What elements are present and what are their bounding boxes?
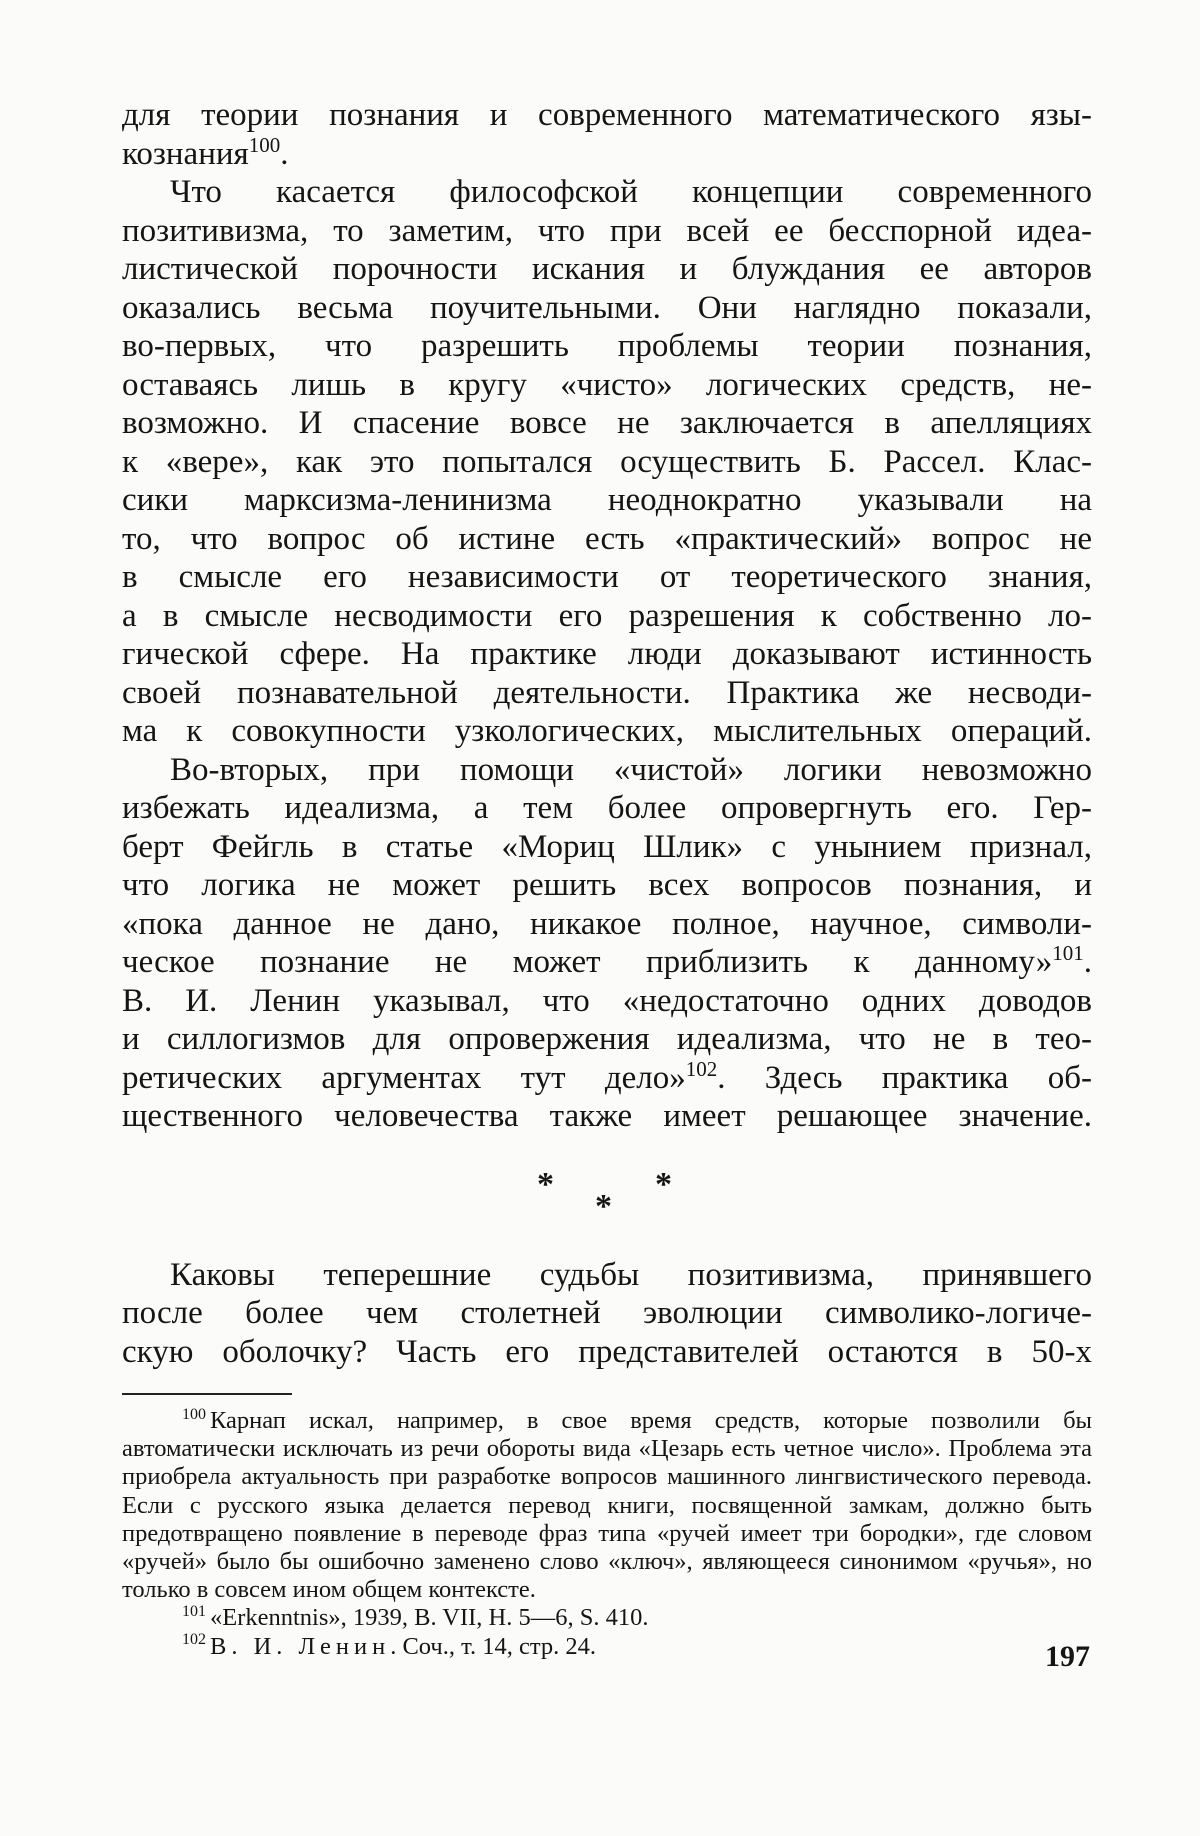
text-line: щественного человечества также имеет решающее значение. bbox=[122, 1098, 1092, 1134]
text-line: и силлогизмов для опровержения идеализма, что не в тео- bbox=[122, 1021, 1092, 1057]
asterisk: * bbox=[595, 1187, 612, 1225]
text-line: листической порочности искания и блуждания ее авторов bbox=[122, 251, 1092, 287]
asterisk: * bbox=[537, 1165, 554, 1203]
footnote-text: . Соч., т. 14, стр. 24. bbox=[390, 1632, 596, 1660]
text-line: ческое познание не может приблизить к данному»$^{101}$. bbox=[122, 941, 1092, 980]
text-line: ретических аргументах тут дело»$^{102}$. Здесь практика об- bbox=[122, 1056, 1092, 1096]
footnote-number: 102 bbox=[182, 1631, 206, 1649]
text-line: берт Фейгль в статье «Мориц Шлик» с унынием признал, bbox=[122, 828, 1092, 865]
text-line: оставаясь лишь в кругу «чисто» логических средств, не- bbox=[122, 366, 1092, 403]
page-number: 197 bbox=[1045, 1640, 1090, 1673]
text-line: то, что вопрос об истине есть «практический» вопрос не bbox=[122, 520, 1092, 557]
text-line: оказались весьма поучительными. Они наглядно показали, bbox=[122, 289, 1092, 326]
text-line: избежать идеализма, а тем более опровергнуть его. Гер- bbox=[122, 790, 1092, 826]
footnote-102 bbox=[122, 1633, 1092, 1661]
text-line: своей познавательной деятельности. Практика же несводи- bbox=[122, 674, 1092, 711]
text-line: ма к совокупности узкологических, мыслительных операций. bbox=[122, 713, 1092, 749]
footnotes bbox=[122, 1407, 1092, 1661]
book-page bbox=[122, 96, 1092, 1661]
text-line: в смысле его независимости от теоретического знания, bbox=[122, 559, 1092, 595]
paragraph-continuation-end: кознания$^{100}$. bbox=[122, 132, 289, 172]
text-line: для теории познания и современного математического язы- bbox=[122, 97, 1092, 133]
text-line: после более чем столетней эволюции символико-логиче- bbox=[122, 1295, 1092, 1331]
text-line: возможно. И спасение вовсе не заключается в апелляциях bbox=[122, 405, 1092, 441]
text-line: сики марксизма-ленинизма неоднократно указывали на bbox=[122, 482, 1092, 518]
footnote-separator bbox=[122, 1393, 292, 1395]
paragraph-continuation bbox=[122, 96, 1092, 135]
footnote-ref-102[interactable]: 102 bbox=[685, 1056, 718, 1081]
text-line: позитивизма, то заметим, что при всей ее бесспорной идеа- bbox=[122, 212, 1092, 249]
section-asterism bbox=[122, 1136, 1092, 1256]
paragraph-positivism-concept bbox=[122, 173, 1092, 751]
footnote-ref-100[interactable]: 100 bbox=[248, 132, 281, 157]
asterisk: * bbox=[655, 1165, 672, 1203]
footnote-number: 100 bbox=[182, 1405, 206, 1423]
text-line: кознания bbox=[122, 135, 249, 172]
paragraph-second-point bbox=[122, 751, 1092, 1136]
text-line: а в смысле несводимости его разрешения к собственно ло- bbox=[122, 597, 1092, 634]
text-line: что логика не может решить всех вопросов познания, и bbox=[122, 867, 1092, 903]
footnote-100 bbox=[122, 1407, 1092, 1604]
footnote-text: Карнап искал, например, в свое время средств, которые позволили бы автоматически исключать из речи обороты вида «Цезарь есть четное число». Проблема эта приобрела актуальность при разработке вопросов машинного лингвистического перевода. Если с русского языка делается перевод книги, посвященной замкам, должно быть предотвращено появление в переводе фраз типа «ручей имеет три бородки», где словом «ручей» было бы ошибочно заменено слово «ключ», являющееся синонимом «ручья», но только в совсем ином общем контексте. bbox=[122, 1407, 1092, 1604]
footnote-ref-101[interactable]: 101 bbox=[1052, 941, 1084, 965]
footnote-number: 101 bbox=[182, 1603, 206, 1621]
text-line: В. И. Ленин указывал, что «недостаточно одних доводов bbox=[122, 982, 1092, 1019]
paragraph-positivism-fate bbox=[122, 1256, 1092, 1372]
footnote-101 bbox=[122, 1604, 1092, 1632]
text-line: Во-вторых, при помощи «чистой» логики невозможно bbox=[170, 751, 1092, 788]
text-line: «пока данное не дано, никакое полное, научное, символи- bbox=[122, 905, 1092, 942]
footnote-author: В. И. Ленин bbox=[210, 1632, 391, 1660]
text-line: к «вере», как это попытался осуществить Б. Рассел. Клас- bbox=[122, 443, 1092, 480]
text-line: Каковы теперешние судьбы позитивизма, принявшего bbox=[170, 1256, 1092, 1293]
text-line: Что касается философской концепции современного bbox=[170, 174, 1092, 210]
text-line: гической сфере. На практике люди доказывают истинность bbox=[122, 636, 1092, 672]
text-line: во-первых, что разрешить проблемы теории познания, bbox=[122, 328, 1092, 364]
text-line: скую оболочку? Часть его представителей остаются в 50-х bbox=[122, 1333, 1092, 1370]
footnote-text: «Erkenntnis», 1939, B. VII, H. 5—6, S. 410. bbox=[210, 1604, 649, 1632]
